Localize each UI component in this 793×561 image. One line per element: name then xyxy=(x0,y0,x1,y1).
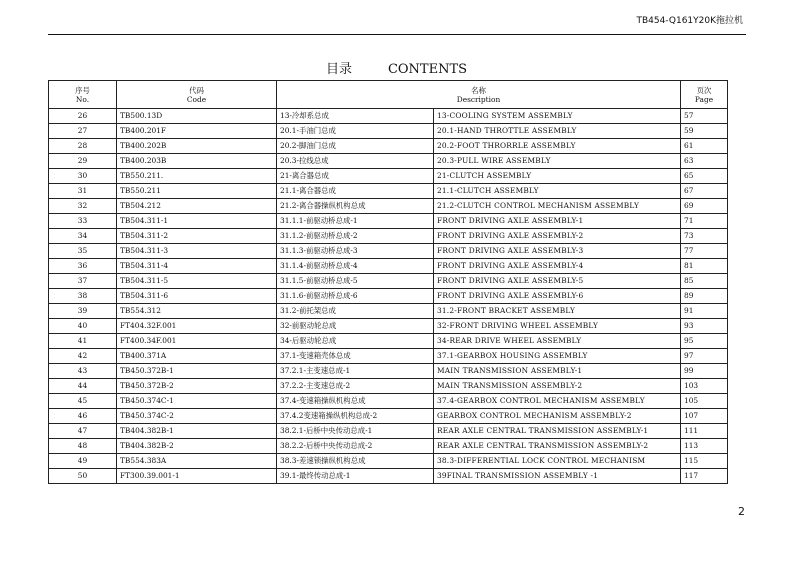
table-row xyxy=(49,169,728,184)
cell-page: 107 xyxy=(681,409,728,424)
cell-name-en: FRONT DRIVING AXLE ASSEMBLY-5 xyxy=(434,274,681,289)
cell-page: 115 xyxy=(681,454,728,469)
cell-code: TB504.311-5 xyxy=(117,274,277,289)
cell-code: TB404.382B-2 xyxy=(117,439,277,454)
cell-no: 40 xyxy=(49,319,117,334)
cell-name-en: GEARBOX CONTROL MECHANISM ASSEMBLY-2 xyxy=(434,409,681,424)
cell-name-cn: 31.1.1-前驱动桥总成-1 xyxy=(277,214,434,229)
cell-no: 46 xyxy=(49,409,117,424)
cell-name-en: 20.2-FOOT THRORRLE ASSEMBLY xyxy=(434,139,681,154)
cell-code: FT400.34F.001 xyxy=(117,334,277,349)
cell-name-en: 38.3-DIFFERENTIAL LOCK CONTROL MECHANISM xyxy=(434,454,681,469)
cell-name-en: MAIN TRANSMISSION ASSEMBLY-1 xyxy=(434,364,681,379)
column-header-code-en: Code xyxy=(186,94,207,104)
contents-table xyxy=(48,80,728,484)
cell-name-en: 20.1-HAND THROTTLE ASSEMBLY xyxy=(434,124,681,139)
column-header-page xyxy=(681,81,728,109)
cell-name-en: FRONT DRIVING AXLE ASSEMBLY-4 xyxy=(434,259,681,274)
cell-code: TB404.382B-1 xyxy=(117,424,277,439)
cell-page: 77 xyxy=(681,244,728,259)
table-row xyxy=(49,199,728,214)
table-row xyxy=(49,319,728,334)
column-header-code xyxy=(117,81,277,109)
column-header-page-en: Page xyxy=(694,94,714,104)
cell-no: 49 xyxy=(49,454,117,469)
cell-name-cn: 31.1.4-前驱动桥总成-4 xyxy=(277,259,434,274)
cell-code: TB400.203B xyxy=(117,154,277,169)
cell-page: 67 xyxy=(681,184,728,199)
document-header-title: TB454-Q161Y20K拖拉机 xyxy=(636,16,743,26)
table-row xyxy=(49,394,728,409)
table-row xyxy=(49,229,728,244)
cell-code: FT404.32F.001 xyxy=(117,319,277,334)
cell-name-cn: 38.2.2-后桥中央传动总成-2 xyxy=(277,439,434,454)
cell-no: 27 xyxy=(49,124,117,139)
cell-page: 95 xyxy=(681,334,728,349)
cell-name-cn: 31.1.5-前驱动桥总成-5 xyxy=(277,274,434,289)
cell-name-cn: 34-后驱动轮总成 xyxy=(277,334,434,349)
cell-name-en: REAR AXLE CENTRAL TRANSMISSION ASSEMBLY-2 xyxy=(434,439,681,454)
cell-name-en: 37.1-GEARBOX HOUSING ASSEMBLY xyxy=(434,349,681,364)
cell-code: TB450.374C-2 xyxy=(117,409,277,424)
cell-name-cn: 39.1-最终传动总成-1 xyxy=(277,469,434,484)
column-header-name xyxy=(277,81,681,109)
cell-no: 50 xyxy=(49,469,117,484)
cell-no: 30 xyxy=(49,169,117,184)
cell-page: 61 xyxy=(681,139,728,154)
cell-code: TB400.202B xyxy=(117,139,277,154)
cell-name-cn: 31.1.2-前驱动桥总成-2 xyxy=(277,229,434,244)
cell-page: 63 xyxy=(681,154,728,169)
table-body xyxy=(49,109,728,484)
table-row xyxy=(49,334,728,349)
cell-code: TB500.13D xyxy=(117,109,277,124)
cell-page: 65 xyxy=(681,169,728,184)
cell-no: 44 xyxy=(49,379,117,394)
table-row xyxy=(49,259,728,274)
table-row xyxy=(49,244,728,259)
cell-name-en: 21-CLUTCH ASSEMBLY xyxy=(434,169,681,184)
cell-page: 99 xyxy=(681,364,728,379)
cell-name-en: 34-REAR DRIVE WHEEL ASSEMBLY xyxy=(434,334,681,349)
cell-name-en: FRONT DRIVING AXLE ASSEMBLY-1 xyxy=(434,214,681,229)
column-header-page-cn: 页次 xyxy=(696,85,712,95)
cell-no: 38 xyxy=(49,289,117,304)
cell-name-cn: 32-前驱动轮总成 xyxy=(277,319,434,334)
table-row xyxy=(49,349,728,364)
column-header-no xyxy=(49,81,117,109)
column-header-name-cn: 名称 xyxy=(471,85,486,95)
header-divider xyxy=(48,34,746,35)
cell-name-cn: 20.2-脚油门总成 xyxy=(277,139,434,154)
cell-no: 47 xyxy=(49,424,117,439)
cell-page: 71 xyxy=(681,214,728,229)
cell-no: 33 xyxy=(49,214,117,229)
contents-heading-cn: 目录 xyxy=(325,62,352,77)
cell-name-en: 13-COOLING SYSTEM ASSEMBLY xyxy=(434,109,681,124)
page-number: 2 xyxy=(738,505,745,518)
cell-page: 103 xyxy=(681,379,728,394)
cell-code: TB504.311-6 xyxy=(117,289,277,304)
cell-no: 29 xyxy=(49,154,117,169)
table-row xyxy=(49,139,728,154)
cell-no: 48 xyxy=(49,439,117,454)
cell-page: 105 xyxy=(681,394,728,409)
cell-no: 45 xyxy=(49,394,117,409)
table-row xyxy=(49,109,728,124)
cell-page: 111 xyxy=(681,424,728,439)
table-header-row xyxy=(49,81,728,109)
cell-code: TB550.211. xyxy=(117,169,277,184)
table-row xyxy=(49,469,728,484)
cell-code: FT300.39.001-1 xyxy=(117,469,277,484)
cell-code: TB450.372B-1 xyxy=(117,364,277,379)
cell-page: 69 xyxy=(681,199,728,214)
cell-name-cn: 38.2.1-后桥中央传动总成-1 xyxy=(277,424,434,439)
table-row xyxy=(49,379,728,394)
cell-page: 59 xyxy=(681,124,728,139)
cell-no: 37 xyxy=(49,274,117,289)
cell-code: TB550.211 xyxy=(117,184,277,199)
cell-name-en: 21.2-CLUTCH CONTROL MECHANISM ASSEMBLY xyxy=(434,199,681,214)
table-row xyxy=(49,454,728,469)
cell-name-cn: 38.3-差速锁操纵机构总成 xyxy=(277,454,434,469)
cell-page: 113 xyxy=(681,439,728,454)
table-row xyxy=(49,304,728,319)
cell-code: TB450.372B-2 xyxy=(117,379,277,394)
cell-code: TB450.374C-1 xyxy=(117,394,277,409)
table-row xyxy=(49,184,728,199)
cell-name-en: 39FINAL TRANSMISSION ASSEMBLY -1 xyxy=(434,469,681,484)
cell-page: 73 xyxy=(681,229,728,244)
cell-page: 93 xyxy=(681,319,728,334)
cell-no: 32 xyxy=(49,199,117,214)
column-header-code-cn: 代码 xyxy=(189,85,204,95)
cell-name-en: REAR AXLE CENTRAL TRANSMISSION ASSEMBLY-1 xyxy=(434,424,681,439)
cell-page: 81 xyxy=(681,259,728,274)
cell-code: TB554.312 xyxy=(117,304,277,319)
cell-name-cn: 37.4.2变速箱操纵机构总成-2 xyxy=(277,409,434,424)
cell-no: 39 xyxy=(49,304,117,319)
cell-code: TB504.311-2 xyxy=(117,229,277,244)
cell-name-en: 31.2-FRONT BRACKET ASSEMBLY xyxy=(434,304,681,319)
cell-name-cn: 37.4-变速箱操纵机构总成 xyxy=(277,394,434,409)
cell-no: 42 xyxy=(49,349,117,364)
cell-name-cn: 37.2.2-主变速总成-2 xyxy=(277,379,434,394)
column-header-no-en: No. xyxy=(75,94,90,104)
cell-no: 26 xyxy=(49,109,117,124)
table-row xyxy=(49,154,728,169)
cell-code: TB504.212 xyxy=(117,199,277,214)
cell-name-cn: 21.2-离合器操纵机构总成 xyxy=(277,199,434,214)
cell-name-cn: 37.2.1-主变速总成-1 xyxy=(277,364,434,379)
column-header-name-en: Description xyxy=(456,94,501,104)
cell-code: TB554.383A xyxy=(117,454,277,469)
cell-no: 41 xyxy=(49,334,117,349)
cell-name-cn: 21.1-离合器总成 xyxy=(277,184,434,199)
cell-no: 28 xyxy=(49,139,117,154)
table-row xyxy=(49,409,728,424)
cell-page: 97 xyxy=(681,349,728,364)
cell-code: TB504.311-1 xyxy=(117,214,277,229)
cell-name-cn: 13-冷却系总成 xyxy=(277,109,434,124)
cell-name-cn: 21-离合器总成 xyxy=(277,169,434,184)
column-header-no-cn: 序号 xyxy=(75,85,90,95)
cell-name-en: FRONT DRIVING AXLE ASSEMBLY-2 xyxy=(434,229,681,244)
cell-code: TB400.371A xyxy=(117,349,277,364)
cell-page: 117 xyxy=(681,469,728,484)
table-row xyxy=(49,364,728,379)
cell-name-cn: 31.2-前托架总成 xyxy=(277,304,434,319)
contents-heading-en: CONTENTS xyxy=(387,62,468,77)
cell-page: 85 xyxy=(681,274,728,289)
cell-name-en: 21.1-CLUTCH ASSEMBLY xyxy=(434,184,681,199)
cell-name-en: MAIN TRANSMISSION ASSEMBLY-2 xyxy=(434,379,681,394)
cell-no: 31 xyxy=(49,184,117,199)
cell-code: TB400.201F xyxy=(117,124,277,139)
table-row xyxy=(49,439,728,454)
cell-page: 89 xyxy=(681,289,728,304)
contents-heading xyxy=(0,58,793,77)
cell-name-en: 32-FRONT DRIVING WHEEL ASSEMBLY xyxy=(434,319,681,334)
cell-name-cn: 20.1-手油门总成 xyxy=(277,124,434,139)
cell-no: 43 xyxy=(49,364,117,379)
cell-page: 57 xyxy=(681,109,728,124)
cell-no: 34 xyxy=(49,229,117,244)
table-row xyxy=(49,274,728,289)
cell-name-cn: 31.1.3-前驱动桥总成-3 xyxy=(277,244,434,259)
cell-name-en: 20.3-PULL WIRE ASSEMBLY xyxy=(434,154,681,169)
cell-name-cn: 20.3-拉线总成 xyxy=(277,154,434,169)
table-row xyxy=(49,214,728,229)
cell-page: 91 xyxy=(681,304,728,319)
cell-name-en: FRONT DRIVING AXLE ASSEMBLY-6 xyxy=(434,289,681,304)
cell-name-en: 37.4-GEARBOX CONTROL MECHANISM ASSEMBLY xyxy=(434,394,681,409)
cell-no: 35 xyxy=(49,244,117,259)
cell-name-en: FRONT DRIVING AXLE ASSEMBLY-3 xyxy=(434,244,681,259)
cell-code: TB504.311-4 xyxy=(117,259,277,274)
cell-name-cn: 37.1-变速箱壳体总成 xyxy=(277,349,434,364)
cell-name-cn: 31.1.6-前驱动桥总成-6 xyxy=(277,289,434,304)
cell-no: 36 xyxy=(49,259,117,274)
cell-code: TB504.311-3 xyxy=(117,244,277,259)
table-row xyxy=(49,124,728,139)
table-row xyxy=(49,289,728,304)
table-row xyxy=(49,424,728,439)
